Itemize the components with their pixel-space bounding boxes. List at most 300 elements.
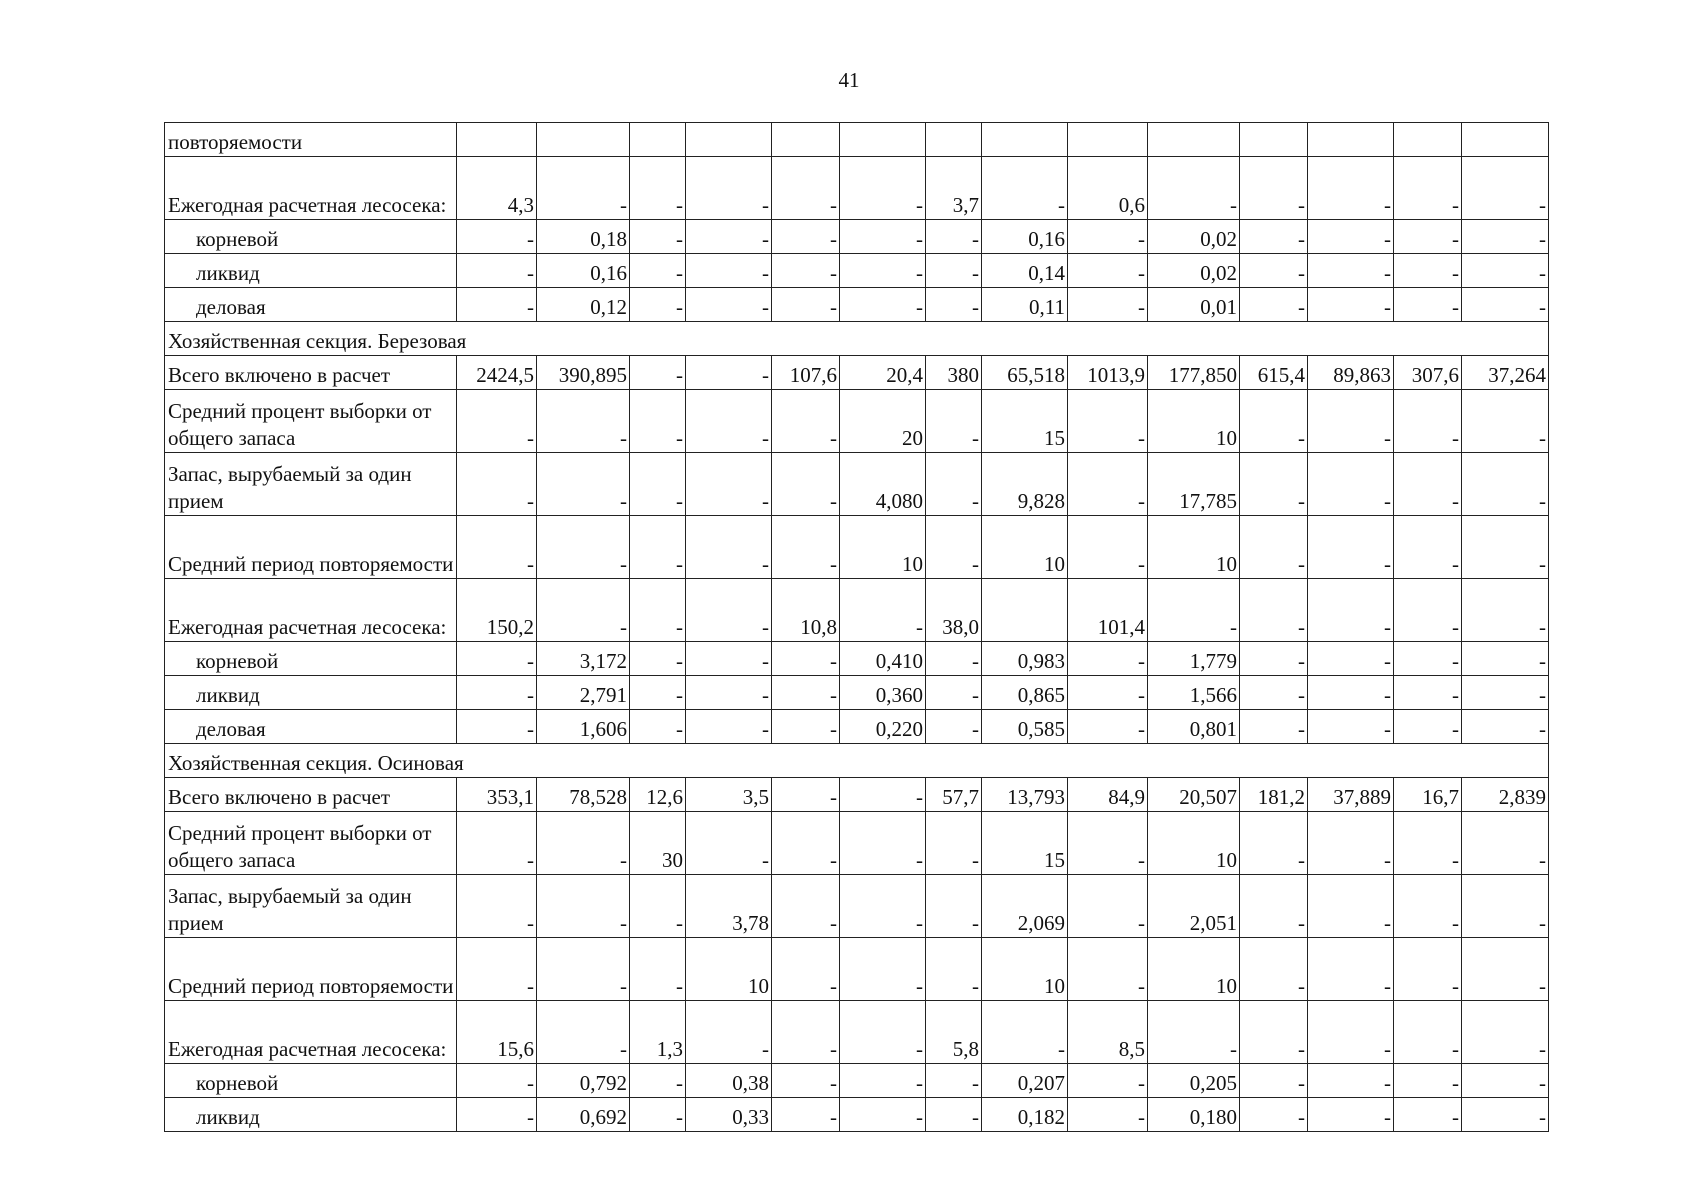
table-cell: -	[686, 254, 772, 288]
table-cell: -	[537, 875, 630, 938]
table-cell: -	[982, 157, 1068, 220]
table-cell	[1148, 123, 1240, 157]
table-cell: -	[630, 676, 686, 710]
table-cell: -	[772, 676, 840, 710]
table-cell: 30	[630, 812, 686, 875]
table-cell: -	[1068, 1064, 1148, 1098]
table-cell	[1240, 123, 1308, 157]
table-cell: 0,410	[840, 642, 926, 676]
table-cell: -	[1308, 157, 1394, 220]
table-cell: -	[926, 516, 982, 579]
table-cell: -	[840, 288, 926, 322]
table-cell	[1068, 123, 1148, 157]
table-cell: -	[1068, 453, 1148, 516]
table-cell: -	[1394, 938, 1462, 1001]
table-cell: -	[1308, 676, 1394, 710]
page-number: 41	[838, 68, 860, 92]
table-cell: -	[1240, 288, 1308, 322]
table-cell: 0,16	[537, 254, 630, 288]
table-cell: 9,828	[982, 453, 1068, 516]
table-cell: -	[686, 288, 772, 322]
table-row	[165, 579, 1549, 642]
calculation-table	[164, 122, 1549, 1132]
table-cell: -	[1308, 875, 1394, 938]
table-cell: -	[1240, 1001, 1308, 1064]
table-cell: 57,7	[926, 778, 982, 812]
table-cell: -	[1394, 1098, 1462, 1132]
row-label: Всего включено в расчет	[165, 778, 457, 812]
table-cell: -	[457, 1098, 537, 1132]
table-cell: 107,6	[772, 356, 840, 390]
table-cell: 4,080	[840, 453, 926, 516]
table-cell: 20,4	[840, 356, 926, 390]
table-cell: -	[686, 516, 772, 579]
table-cell: -	[1308, 1001, 1394, 1064]
table-cell: -	[772, 1001, 840, 1064]
table-cell: 20	[840, 390, 926, 453]
table-cell: -	[926, 288, 982, 322]
table-cell: 0,792	[537, 1064, 630, 1098]
row-label: Средний период повторяемости	[165, 938, 457, 1001]
table-cell: 10,8	[772, 579, 840, 642]
table-cell: -	[926, 1064, 982, 1098]
table-cell: -	[840, 1064, 926, 1098]
table-cell: -	[1068, 710, 1148, 744]
table-cell: 15,6	[457, 1001, 537, 1064]
table-cell: -	[772, 1098, 840, 1132]
table-cell: -	[1394, 710, 1462, 744]
table-cell: -	[1240, 579, 1308, 642]
table-cell: 4,3	[457, 157, 537, 220]
table-cell: -	[772, 220, 840, 254]
table-cell: -	[1462, 1001, 1549, 1064]
table-cell: -	[630, 1098, 686, 1132]
table-cell: -	[772, 453, 840, 516]
table-cell: -	[1394, 254, 1462, 288]
table-cell: -	[1394, 220, 1462, 254]
table-cell: -	[1462, 1098, 1549, 1132]
table-cell: -	[457, 642, 537, 676]
table-cell: -	[686, 812, 772, 875]
table-cell: -	[1462, 390, 1549, 453]
table-cell: 89,863	[1308, 356, 1394, 390]
table-cell: 10	[840, 516, 926, 579]
table-cell: -	[772, 288, 840, 322]
table-cell: -	[457, 812, 537, 875]
table-cell: 10	[686, 938, 772, 1001]
table-cell: 101,4	[1068, 579, 1148, 642]
table-cell: -	[630, 220, 686, 254]
table-cell: -	[1148, 1001, 1240, 1064]
table-cell: -	[537, 157, 630, 220]
table-cell: 37,264	[1462, 356, 1549, 390]
table-cell: -	[1148, 157, 1240, 220]
table-cell: -	[982, 1001, 1068, 1064]
row-label: корневой	[165, 220, 457, 254]
table-cell: -	[1394, 676, 1462, 710]
table-cell	[840, 123, 926, 157]
table-cell: -	[537, 938, 630, 1001]
table-cell: 1,606	[537, 710, 630, 744]
table-cell: -	[537, 453, 630, 516]
table-cell: -	[457, 220, 537, 254]
table-cell	[630, 123, 686, 157]
row-label: деловая	[165, 710, 457, 744]
table-cell: -	[926, 453, 982, 516]
table-cell: 0,220	[840, 710, 926, 744]
table-cell: 2,791	[537, 676, 630, 710]
table-cell: -	[1394, 453, 1462, 516]
row-label: Средний период повторяемости	[165, 516, 457, 579]
table-cell: -	[1240, 516, 1308, 579]
table-cell: -	[1394, 1001, 1462, 1064]
table-cell: -	[630, 938, 686, 1001]
table-cell: 0,865	[982, 676, 1068, 710]
table-cell: 1,3	[630, 1001, 686, 1064]
row-label: Запас, вырубаемый за один прием	[165, 875, 457, 938]
table-cell: 20,507	[1148, 778, 1240, 812]
table-cell: 0,11	[982, 288, 1068, 322]
table-cell: -	[537, 516, 630, 579]
table-cell: 3,78	[686, 875, 772, 938]
table-cell: -	[1240, 220, 1308, 254]
table-cell: 16,7	[1394, 778, 1462, 812]
table-cell: 15	[982, 812, 1068, 875]
table-cell: -	[926, 938, 982, 1001]
section-title: Хозяйственная секция. Осиновая	[165, 744, 1549, 778]
table-row	[165, 516, 1549, 579]
table-row	[165, 1001, 1549, 1064]
table-cell: 0,207	[982, 1064, 1068, 1098]
table-cell: 5,8	[926, 1001, 982, 1064]
table-cell: -	[686, 220, 772, 254]
table-cell: 380	[926, 356, 982, 390]
table-cell: -	[537, 812, 630, 875]
table-cell: -	[1068, 1098, 1148, 1132]
table-cell: 0,983	[982, 642, 1068, 676]
table-cell: -	[686, 356, 772, 390]
table-cell: -	[686, 579, 772, 642]
table-cell	[772, 123, 840, 157]
table-cell: -	[537, 1001, 630, 1064]
table-cell: -	[1308, 453, 1394, 516]
table-cell: -	[1394, 875, 1462, 938]
table-cell: -	[840, 812, 926, 875]
row-label: Средний процент выборки от общего запаса	[165, 812, 457, 875]
table-cell: -	[630, 875, 686, 938]
table-cell: 390,895	[537, 356, 630, 390]
table-cell: 2,839	[1462, 778, 1549, 812]
table-row	[165, 123, 1549, 157]
table-cell: -	[686, 710, 772, 744]
table-cell: -	[1148, 579, 1240, 642]
row-label: Ежегодная расчетная лесосека:	[165, 157, 457, 220]
table-cell: -	[1462, 288, 1549, 322]
table-cell: -	[1240, 642, 1308, 676]
table-cell: -	[1462, 254, 1549, 288]
table-cell: -	[1462, 676, 1549, 710]
table-cell: 3,5	[686, 778, 772, 812]
table-cell: -	[686, 157, 772, 220]
table-cell: 0,12	[537, 288, 630, 322]
table-cell: -	[772, 778, 840, 812]
table-row	[165, 356, 1549, 390]
table-cell: -	[1068, 254, 1148, 288]
table-cell: 10	[1148, 516, 1240, 579]
table-cell: -	[840, 778, 926, 812]
table-cell: -	[686, 1001, 772, 1064]
table-cell: -	[537, 390, 630, 453]
table-cell: -	[1308, 938, 1394, 1001]
table-cell: -	[772, 938, 840, 1001]
table-cell: -	[926, 390, 982, 453]
table-cell: 353,1	[457, 778, 537, 812]
table-row	[165, 157, 1549, 220]
table-cell: -	[926, 875, 982, 938]
table-row	[165, 710, 1549, 744]
row-label: ликвид	[165, 676, 457, 710]
table-cell: 38,0	[926, 579, 982, 642]
table-cell	[982, 123, 1068, 157]
row-label: деловая	[165, 288, 457, 322]
table-cell: 615,4	[1240, 356, 1308, 390]
table-cell: 78,528	[537, 778, 630, 812]
table-cell: 8,5	[1068, 1001, 1148, 1064]
table-row	[165, 778, 1549, 812]
table-cell: 0,33	[686, 1098, 772, 1132]
table-cell: -	[630, 254, 686, 288]
table-cell: -	[457, 938, 537, 1001]
table-cell: 0,14	[982, 254, 1068, 288]
table-cell: -	[772, 710, 840, 744]
row-label: повторяемости	[165, 123, 457, 157]
table-cell: -	[457, 254, 537, 288]
table-cell: -	[1462, 875, 1549, 938]
table-cell: -	[1240, 453, 1308, 516]
table-cell: -	[772, 254, 840, 288]
table-cell: -	[1068, 875, 1148, 938]
table-cell: -	[926, 220, 982, 254]
table-cell: 0,360	[840, 676, 926, 710]
table-cell: -	[537, 579, 630, 642]
table-cell: 0,18	[537, 220, 630, 254]
row-label: ликвид	[165, 1098, 457, 1132]
table-cell: -	[457, 676, 537, 710]
table-cell: -	[1394, 516, 1462, 579]
table-row	[165, 875, 1549, 938]
table-cell: -	[1462, 938, 1549, 1001]
section-row	[165, 744, 1549, 778]
table-cell: 3,7	[926, 157, 982, 220]
row-label: ликвид	[165, 254, 457, 288]
table-cell: -	[457, 1064, 537, 1098]
table-cell: -	[840, 254, 926, 288]
table-cell: -	[1308, 579, 1394, 642]
table-cell: -	[840, 1001, 926, 1064]
table-cell: 150,2	[457, 579, 537, 642]
table-cell: -	[630, 1064, 686, 1098]
row-label: корневой	[165, 1064, 457, 1098]
table-cell: 177,850	[1148, 356, 1240, 390]
table-row	[165, 1064, 1549, 1098]
table-cell: -	[840, 157, 926, 220]
table-cell: -	[1240, 812, 1308, 875]
table-cell: -	[630, 642, 686, 676]
table-cell: -	[1308, 1098, 1394, 1132]
table-cell: -	[457, 390, 537, 453]
table-cell: 15	[982, 390, 1068, 453]
table-cell: 1,779	[1148, 642, 1240, 676]
table-cell: -	[1394, 390, 1462, 453]
table-cell: -	[1308, 1064, 1394, 1098]
table-cell: -	[686, 390, 772, 453]
table-cell: -	[1240, 676, 1308, 710]
table-cell: -	[1240, 254, 1308, 288]
table-cell: -	[1308, 642, 1394, 676]
table-cell: -	[926, 642, 982, 676]
table-row	[165, 1098, 1549, 1132]
table-cell: -	[1240, 710, 1308, 744]
table-cell: 2,051	[1148, 875, 1240, 938]
table-cell: 37,889	[1308, 778, 1394, 812]
table-cell: 0,180	[1148, 1098, 1240, 1132]
table-cell	[1308, 123, 1394, 157]
table-cell: -	[1068, 516, 1148, 579]
table-cell: 307,6	[1394, 356, 1462, 390]
table-cell: -	[457, 516, 537, 579]
table-cell: 10	[1148, 390, 1240, 453]
table-cell: -	[1240, 1098, 1308, 1132]
table-row	[165, 938, 1549, 1001]
table-cell: -	[1308, 812, 1394, 875]
table-cell: 2,069	[982, 875, 1068, 938]
table-cell: -	[630, 453, 686, 516]
table-cell: -	[1308, 390, 1394, 453]
table-cell: -	[1462, 1064, 1549, 1098]
table-cell: -	[457, 453, 537, 516]
table-cell: -	[1068, 288, 1148, 322]
table-cell: -	[772, 516, 840, 579]
table-cell: -	[686, 676, 772, 710]
table-cell	[537, 123, 630, 157]
table-cell: -	[1462, 157, 1549, 220]
table-cell: -	[630, 288, 686, 322]
table-cell: -	[1308, 254, 1394, 288]
table-cell: -	[1462, 220, 1549, 254]
table-cell: -	[630, 710, 686, 744]
table-cell: -	[1394, 642, 1462, 676]
table-cell	[1462, 123, 1549, 157]
section-title: Хозяйственная секция. Березовая	[165, 322, 1549, 356]
table-cell: -	[686, 642, 772, 676]
table-cell	[457, 123, 537, 157]
table-cell: 12,6	[630, 778, 686, 812]
table-cell: -	[1240, 938, 1308, 1001]
table-row	[165, 812, 1549, 875]
table-cell: -	[772, 812, 840, 875]
table-cell: 10	[1148, 812, 1240, 875]
table-cell: -	[926, 1098, 982, 1132]
table-row	[165, 676, 1549, 710]
table-cell: 10	[1148, 938, 1240, 1001]
table-row	[165, 220, 1549, 254]
table-cell: -	[1308, 288, 1394, 322]
table-cell: -	[686, 453, 772, 516]
table-cell: -	[1308, 710, 1394, 744]
table-cell: -	[630, 390, 686, 453]
table-row	[165, 642, 1549, 676]
table-cell: 0,6	[1068, 157, 1148, 220]
table-cell: -	[457, 875, 537, 938]
table-cell: 3,172	[537, 642, 630, 676]
table-cell: -	[1240, 1064, 1308, 1098]
table-cell: -	[1462, 812, 1549, 875]
table-cell: -	[772, 875, 840, 938]
table-cell: -	[1394, 1064, 1462, 1098]
row-label: Ежегодная расчетная лесосека:	[165, 579, 457, 642]
table-cell: 1013,9	[1068, 356, 1148, 390]
table-cell: 0,01	[1148, 288, 1240, 322]
table-cell: 181,2	[1240, 778, 1308, 812]
table-cell: -	[1462, 453, 1549, 516]
table-cell: 0,38	[686, 1064, 772, 1098]
table-cell: -	[926, 676, 982, 710]
table-row	[165, 254, 1549, 288]
table-cell: 2424,5	[457, 356, 537, 390]
table-cell: -	[926, 254, 982, 288]
table-cell: -	[1240, 157, 1308, 220]
table-cell: 0,02	[1148, 254, 1240, 288]
table-cell: -	[630, 516, 686, 579]
row-label: Всего включено в расчет	[165, 356, 457, 390]
table-cell: -	[1068, 676, 1148, 710]
table-cell: 17,785	[1148, 453, 1240, 516]
table-row	[165, 288, 1549, 322]
table-cell: -	[840, 938, 926, 1001]
table-cell: -	[1462, 579, 1549, 642]
table-cell: -	[772, 157, 840, 220]
table-cell: 0,801	[1148, 710, 1240, 744]
table-cell: -	[840, 579, 926, 642]
table-cell	[926, 123, 982, 157]
table-cell: -	[1068, 812, 1148, 875]
table-cell: -	[1394, 157, 1462, 220]
table-cell: -	[457, 710, 537, 744]
table-cell	[1394, 123, 1462, 157]
table-cell: -	[1240, 875, 1308, 938]
table-cell: 65,518	[982, 356, 1068, 390]
table-cell: -	[840, 1098, 926, 1132]
table-cell: 0,182	[982, 1098, 1068, 1132]
table-cell: -	[1068, 642, 1148, 676]
table-cell: 0,585	[982, 710, 1068, 744]
row-label: Ежегодная расчетная лесосека:	[165, 1001, 457, 1064]
table-cell: -	[1068, 220, 1148, 254]
section-row	[165, 322, 1549, 356]
table-cell: 0,205	[1148, 1064, 1240, 1098]
table-cell: -	[630, 157, 686, 220]
table-cell: -	[1462, 642, 1549, 676]
table-cell: 0,16	[982, 220, 1068, 254]
row-label: корневой	[165, 642, 457, 676]
table-cell: -	[772, 642, 840, 676]
table-cell: -	[1308, 220, 1394, 254]
table-cell: -	[1462, 710, 1549, 744]
table-cell: -	[1308, 516, 1394, 579]
table-cell: -	[1068, 938, 1148, 1001]
table-row	[165, 390, 1549, 453]
table-cell: -	[772, 1064, 840, 1098]
